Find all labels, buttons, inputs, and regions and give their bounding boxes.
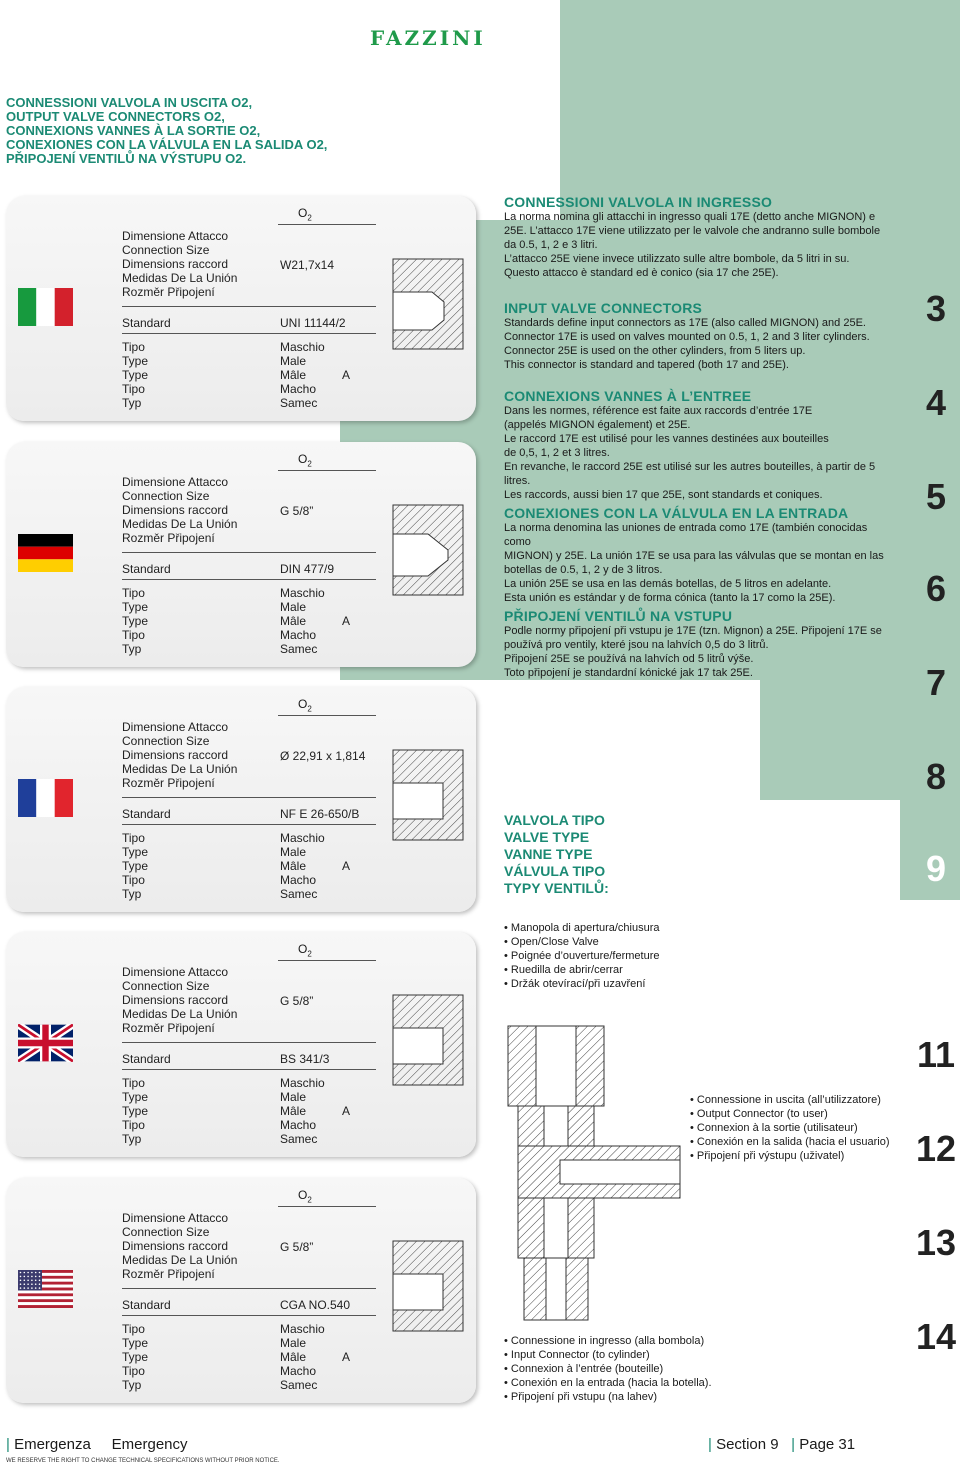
section-it — [504, 194, 894, 280]
gender-values — [280, 1076, 325, 1146]
list-item: • Conexión en la entrada (hacia la botella). — [504, 1376, 712, 1390]
size-label: Medidas De La Unión — [122, 271, 238, 285]
valve-section-drawing — [500, 1020, 690, 1325]
brand-logo: FAZZINI — [370, 26, 486, 50]
section-line: MIGNON) y 25E. La unión 17E se usa para las válvulas que se montan en las — [504, 550, 884, 562]
size-label: Rozměr Připojení — [122, 285, 215, 299]
type-labels — [122, 1322, 148, 1392]
flag-icon — [18, 534, 73, 572]
type-labels — [122, 1076, 148, 1146]
standard-label: Standard — [122, 562, 171, 576]
size-label: Dimensions raccord — [122, 257, 229, 271]
list-item: • Připojení při výstupu (uživatel) — [690, 1149, 890, 1163]
standard-value: NF E 26-650/B — [280, 807, 360, 821]
gas-o2: $O_2$ — [298, 206, 312, 223]
size-label: Connection Size — [122, 1225, 210, 1239]
type-label: Type — [122, 600, 149, 614]
valve-type-line: VALVE TYPE — [504, 829, 590, 845]
list-item: • Držák otevírací/při uzavření — [504, 977, 660, 991]
section-line: La norma nomina gli attacchi in ingresso quali 17E (detto anche MIGNON) e — [504, 211, 876, 223]
section-line: Esta unión es estándar y de forma cónica (tanto la 17 como la 25E). — [504, 592, 836, 604]
type-label: Typ — [122, 396, 142, 410]
size-label: Dimensione Attacco — [122, 965, 229, 979]
valve-type-line: VALVOLA TIPO — [504, 812, 605, 828]
size-label: Dimensione Attacco — [122, 1211, 229, 1225]
gender-value: Maschio — [280, 586, 325, 600]
section-line: En revanche, le raccord 25E est utilisé sur les autres bouteilles, à partir de 5 litres. — [504, 461, 876, 487]
footer-page: Page 31 — [799, 1436, 856, 1453]
section-line: da 0.5, 1, 2 e 3 litri. — [504, 239, 598, 251]
section-tab-4[interactable]: 4 — [925, 382, 947, 423]
type-label: Type — [122, 354, 149, 368]
size-labels — [122, 965, 237, 1035]
gender-value: Samec — [280, 642, 318, 656]
standard-value: UNI 11144/2 — [280, 316, 346, 330]
gender-value: Male — [280, 600, 307, 614]
section-title: PŘIPOJENÍ VENTILŮ NA VSTUPU — [504, 608, 733, 624]
size-label: Rozměr Připojení — [122, 531, 215, 545]
section-line: Connector 25E is used on the other cylinders, from 5 liters up. — [504, 345, 806, 357]
variant-letter: A — [342, 368, 351, 382]
gender-value: Samec — [280, 887, 318, 901]
section-tab-7[interactable]: 7 — [925, 662, 947, 703]
size-label: Rozměr Připojení — [122, 776, 215, 790]
gender-values — [280, 340, 325, 410]
section-line: Připojení 25E se používá na lahvích od 5 litrů výše. — [504, 653, 754, 665]
valve-type-line: VANNE TYPE — [504, 846, 593, 862]
variant-letter: A — [342, 1350, 351, 1364]
section-en — [504, 300, 894, 372]
valve-type-line: TYPY VENTILŮ: — [504, 880, 609, 896]
list-item: • Conexión en la salida (hacia el usuario) — [690, 1135, 890, 1149]
section-line: La unión 25E se usa en las demás botellas, de 5 litros en adelante. — [504, 578, 832, 590]
section-line: de 0,5, 1, 2 et 3 litres. — [504, 447, 610, 459]
section-line: botellas de 0.5, 1, 2 y de 3 litros. — [504, 564, 663, 576]
divider — [122, 1315, 376, 1316]
section-tab-6[interactable]: 6 — [925, 568, 947, 609]
gender-value: Macho — [280, 628, 317, 642]
connector-section-drawing — [392, 258, 464, 350]
size-labels — [122, 475, 237, 545]
section-fr — [504, 388, 894, 502]
valve-type-line: VÁLVULA TIPO — [504, 863, 606, 879]
type-label: Tipo — [122, 1364, 145, 1378]
footer-section: Section 9 — [716, 1436, 779, 1453]
list-item: • Ruedilla de abrir/cerrar — [504, 963, 660, 977]
connection-size-value: W21,7x14 — [280, 258, 335, 272]
section-title: INPUT VALVE CONNECTORS — [504, 300, 703, 316]
connector-section-drawing — [392, 994, 464, 1086]
gender-value: Maschio — [280, 831, 325, 845]
section-tab-8[interactable]: 8 — [925, 756, 947, 797]
section-line: Dans les normes, référence est faite aux raccords d’entrée 17E — [504, 405, 813, 417]
size-label: Connection Size — [122, 979, 210, 993]
section-tab-12[interactable]: 12 — [915, 1128, 957, 1169]
gender-value: Maschio — [280, 340, 325, 354]
section-line: Connector 17E is used on valves mounted on 0.5, 1, 2 and 3 liter cylinders. — [504, 331, 870, 343]
connection-size-value: G 5/8” — [280, 994, 314, 1008]
connector-section-drawing — [392, 1240, 464, 1332]
gender-value: Mâle — [280, 614, 307, 628]
type-label: Tipo — [122, 340, 145, 354]
size-labels — [122, 720, 237, 790]
standard-label: Standard — [122, 1298, 171, 1312]
list-item: • Connessione in uscita (all’utilizzatore) — [690, 1093, 890, 1107]
size-label: Dimensione Attacco — [122, 720, 229, 734]
gas-o2: $O_2$ — [298, 697, 312, 714]
title-line: PŘIPOJENÍ VENTILŮ NA VÝSTUPU O2. — [6, 151, 247, 166]
gender-value: Maschio — [280, 1076, 325, 1090]
footer-left: | Emergenza Emergency — [6, 1436, 188, 1453]
size-label: Connection Size — [122, 243, 210, 257]
connection-size-value: G 5/8” — [280, 504, 314, 518]
divider — [278, 715, 376, 716]
variant-letter: A — [342, 859, 351, 873]
variant-letter: A — [342, 1104, 351, 1118]
section-line: Les raccords, aussi bien 17 que 25E, sont standards et coniques. — [504, 489, 823, 501]
standard-label: Standard — [122, 807, 171, 821]
gender-value: Male — [280, 1090, 307, 1104]
divider — [122, 797, 376, 798]
title-line: CONNEXIONS VANNES À LA SORTIE O2, — [6, 123, 261, 138]
type-labels — [122, 831, 148, 901]
divider — [278, 960, 376, 961]
gender-value: Macho — [280, 382, 317, 396]
size-label: Medidas De La Unión — [122, 517, 238, 531]
divider — [278, 1206, 376, 1207]
type-label: Type — [122, 368, 149, 382]
divider — [122, 306, 376, 307]
footer-emergenza: Emergenza — [14, 1436, 91, 1453]
standard-label: Standard — [122, 1052, 171, 1066]
section-title: CONEXIONES CON LA VÁLVULA EN LA ENTRADA — [504, 505, 849, 521]
section-tab-11[interactable]: 11 — [916, 1034, 956, 1075]
type-label: Tipo — [122, 831, 145, 845]
type-label: Tipo — [122, 1118, 145, 1132]
section-line: (appelés MIGNON également) et 25E. — [504, 419, 691, 431]
gender-value: Macho — [280, 1118, 317, 1132]
section-tab-3[interactable]: 3 — [925, 288, 947, 329]
footer-right: | Section 9 | Page 31 — [708, 1436, 856, 1453]
list-item: • Output Connector (to user) — [690, 1107, 890, 1121]
standard-label: Standard — [122, 316, 171, 330]
size-labels — [122, 229, 237, 299]
output-connector-list — [690, 1093, 890, 1163]
type-label: Type — [122, 859, 149, 873]
list-item: • Connexion à l’entrée (bouteille) — [504, 1362, 712, 1376]
section-tab-9[interactable]: 9 — [925, 848, 947, 889]
gender-value: Samec — [280, 1132, 318, 1146]
flag-icon — [18, 1024, 73, 1062]
gender-value: Samec — [280, 396, 318, 410]
gender-value: Male — [280, 845, 307, 859]
flag-icon — [18, 288, 73, 326]
size-label: Connection Size — [122, 489, 210, 503]
divider — [122, 1042, 376, 1043]
gender-value: Mâle — [280, 1104, 307, 1118]
divider — [122, 579, 376, 580]
valve-type-title — [504, 812, 609, 897]
type-label: Type — [122, 1104, 149, 1118]
list-item: • Poignée d’ouverture/fermeture — [504, 949, 660, 963]
connector-section-drawing — [392, 749, 464, 841]
list-item: • Connexion à la sortie (utilisateur) — [690, 1121, 890, 1135]
size-label: Rozměr Připojení — [122, 1021, 215, 1035]
gender-value: Mâle — [280, 859, 307, 873]
divider — [122, 552, 376, 553]
gender-values — [280, 831, 325, 901]
type-label: Tipo — [122, 1076, 145, 1090]
standard-value: BS 341/3 — [280, 1052, 330, 1066]
connection-size-value: G 5/8” — [280, 1240, 314, 1254]
gas-o2: $O_2$ — [298, 1188, 312, 1205]
type-label: Typ — [122, 1132, 142, 1146]
gender-value: Male — [280, 354, 307, 368]
section-line: Questo attacco è standard ed è conico (sia 17 che 25E). — [504, 267, 779, 279]
type-label: Type — [122, 845, 149, 859]
divider — [122, 1288, 376, 1289]
gender-values — [280, 586, 325, 656]
gas-o2: $O_2$ — [298, 452, 312, 469]
divider — [122, 333, 376, 334]
divider — [278, 224, 376, 225]
section-line: Podle normy připojení při vstupu je 17E (tzn. Mignon) a 25E. Připojení 17E se — [504, 625, 882, 637]
size-label: Medidas De La Unión — [122, 1007, 238, 1021]
connection-size-value: Ø 22,91 x 1,814 — [280, 749, 366, 763]
list-item: • Input Connector (to cylinder) — [504, 1348, 712, 1362]
divider — [278, 470, 376, 471]
size-label: Medidas De La Unión — [122, 762, 238, 776]
section-line: La norma denomina las uniones de entrada como 17E (también conocidas como — [504, 522, 868, 548]
gender-value: Maschio — [280, 1322, 325, 1336]
type-label: Typ — [122, 887, 142, 901]
gas-o2: $O_2$ — [298, 942, 312, 959]
flag-icon — [18, 779, 73, 817]
standard-value: CGA NO.540 — [280, 1298, 351, 1312]
title-line: OUTPUT VALVE CONNECTORS O2, — [6, 109, 225, 124]
gender-value: Samec — [280, 1378, 318, 1392]
list-item: • Připojení při vstupu (na lahev) — [504, 1390, 712, 1404]
gender-value: Macho — [280, 1364, 317, 1378]
list-item: • Manopola di apertura/chiusura — [504, 921, 660, 935]
type-label: Type — [122, 1336, 149, 1350]
variant-letter: A — [342, 614, 351, 628]
list-item: • Connessione in ingresso (alla bombola) — [504, 1334, 712, 1348]
flag-icon — [18, 1270, 73, 1308]
page-title — [6, 96, 336, 166]
section-cz — [504, 608, 894, 680]
type-labels — [122, 586, 148, 656]
type-label: Tipo — [122, 873, 145, 887]
type-labels — [122, 340, 148, 410]
type-label: Typ — [122, 1378, 142, 1392]
section-tab-14[interactable]: 14 — [915, 1316, 957, 1357]
title-line: CONNESSIONI VALVOLA IN USCITA O2, — [6, 95, 253, 110]
section-title: CONNEXIONS VANNES À L’ENTREE — [504, 388, 752, 404]
gender-value: Macho — [280, 873, 317, 887]
section-line: Le raccord 17E est utilisé pour les vannes destinées aux bouteilles — [504, 433, 829, 445]
type-label: Tipo — [122, 1322, 145, 1336]
gender-value: Male — [280, 1336, 307, 1350]
type-label: Type — [122, 1350, 149, 1364]
type-label: Tipo — [122, 586, 145, 600]
type-label: Tipo — [122, 628, 145, 642]
section-title: CONNESSIONI VALVOLA IN INGRESSO — [504, 194, 773, 210]
section-tab-5[interactable]: 5 — [925, 476, 947, 517]
section-line: Standards define input connectors as 17E (also called MIGNON) and 25E. — [504, 317, 866, 329]
section-line: 25E. L’attacco 17E viene utilizzato per le valvole che andranno sulle bombole — [504, 225, 881, 237]
size-label: Dimensione Attacco — [122, 229, 229, 243]
handwheel-list — [504, 921, 660, 991]
type-label: Type — [122, 1090, 149, 1104]
gender-value: Mâle — [280, 368, 307, 382]
gender-values — [280, 1322, 325, 1392]
size-label: Medidas De La Unión — [122, 1253, 238, 1267]
input-connector-list — [504, 1334, 712, 1404]
size-label: Dimensione Attacco — [122, 475, 229, 489]
type-label: Type — [122, 614, 149, 628]
section-tab-13[interactable]: 13 — [915, 1222, 957, 1263]
connector-section-drawing — [392, 504, 464, 596]
divider — [122, 824, 376, 825]
type-label: Tipo — [122, 382, 145, 396]
divider — [122, 1069, 376, 1070]
size-label: Dimensions raccord — [122, 503, 229, 517]
type-label: Typ — [122, 642, 142, 656]
size-label: Dimensions raccord — [122, 748, 229, 762]
section-line: používá pro ventily, které jsou na lahvích 0,5 do 3 litrů. — [504, 639, 769, 651]
title-line: CONEXIONES CON LA VÁLVULA EN LA SALIDA O2, — [6, 137, 328, 152]
section-line: L’attacco 25E viene invece utilizzato sulle altre bombole, da 5 litri in su. — [504, 253, 850, 265]
standard-value: DIN 477/9 — [280, 562, 335, 576]
footer-emergency: Emergency — [111, 1436, 188, 1453]
size-labels — [122, 1211, 237, 1281]
gender-value: Mâle — [280, 1350, 307, 1364]
section-line: Toto připojení je standardní kónické jak 17 tak 25E. — [504, 667, 753, 679]
size-label: Rozměr Připojení — [122, 1267, 215, 1281]
size-label: Dimensions raccord — [122, 993, 229, 1007]
list-item: • Open/Close Valve — [504, 935, 660, 949]
size-label: Connection Size — [122, 734, 210, 748]
size-label: Dimensions raccord — [122, 1239, 229, 1253]
disclaimer: WE RESERVE THE RIGHT TO CHANGE TECHNICAL SPECIFICATIONS WITHOUT PRIOR NOTICE. — [6, 1458, 280, 1464]
section-es — [504, 505, 894, 605]
section-line: This connector is standard and tapered (both 17 and 25E). — [504, 359, 789, 371]
